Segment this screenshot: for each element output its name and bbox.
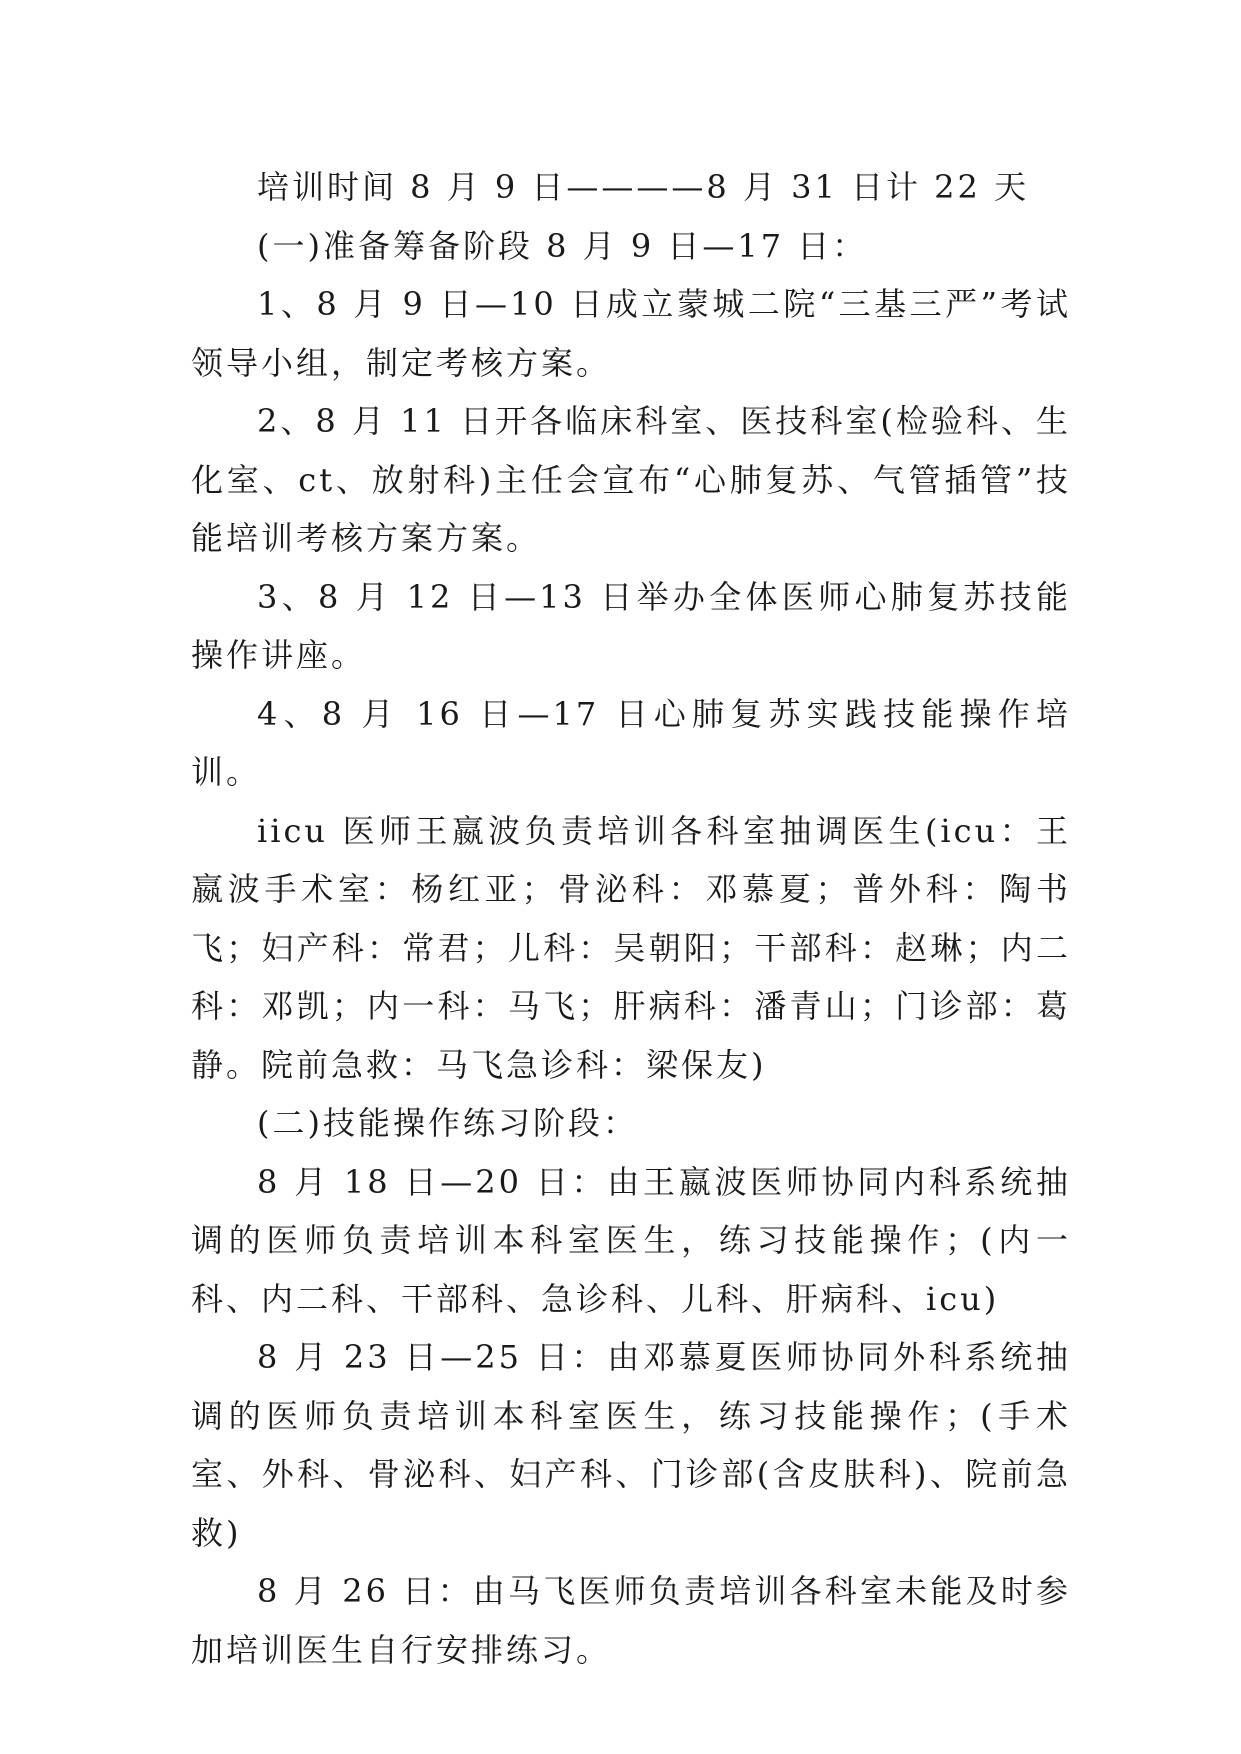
paragraph-step-2: 2、8 月 11 日开各临床科室、医技科室(检验科、生化室、ct、放射科)主任会宣布“心肺复苏、气管插管”技能培训考核方案方案。 bbox=[191, 402, 1071, 557]
paragraph-training-period: 培训时间 8 月 9 日————8 月 31 日计 22 天 bbox=[257, 168, 1030, 206]
paragraph-step-4: 4、8 月 16 日—17 日心肺复苏实践技能操作培训。 bbox=[191, 694, 1071, 791]
paragraph-practice-makeup: 8 月 26 日：由马飞医师负责培训各科室未能及时参加培训医生自行安排练习。 bbox=[191, 1572, 1071, 1669]
document-body bbox=[191, 158, 1071, 1679]
paragraph-step-1: 1、8 月 9 日—10 日成立蒙城二院“三基三严”考试领导小组，制定考核方案。 bbox=[191, 285, 1071, 382]
paragraph-practice-internal: 8 月 18 日—20 日：由王嬴波医师协同内科系统抽调的医师负责培训本科室医生，练习技能操作；(内一科、内二科、干部科、急诊科、儿科、肝病科、icu) bbox=[191, 1162, 1071, 1318]
paragraph-practice-stage: (二)技能操作练习阶段： bbox=[257, 1104, 638, 1142]
paragraph-step-3: 3、8 月 12 日—13 日举办全体医师心肺复苏技能操作讲座。 bbox=[191, 577, 1071, 674]
paragraph-trainers: iicu 医师王嬴波负责培训各科室抽调医生(icu：王嬴波手术室：杨红亚；骨泌科：邓慕夏；普外科：陶书飞；妇产科：常君；儿科：吴朝阳；干部科：赵琳；内二科：邓凯；内一科：马飞；肝病科：潘青山；门诊部：葛静。院前急救：马飞急诊科：梁保友) bbox=[191, 811, 1071, 1084]
paragraph-practice-surgical: 8 月 23 日—25 日：由邓慕夏医师协同外科系统抽调的医师负责培训本科室医生，练习技能操作；(手术室、外科、骨泌科、妇产科、门诊部(含皮肤科)、院前急救) bbox=[191, 1338, 1071, 1552]
paragraph-preparation-stage: (一)准备筹备阶段 8 月 9 日—17 日： bbox=[257, 226, 868, 265]
